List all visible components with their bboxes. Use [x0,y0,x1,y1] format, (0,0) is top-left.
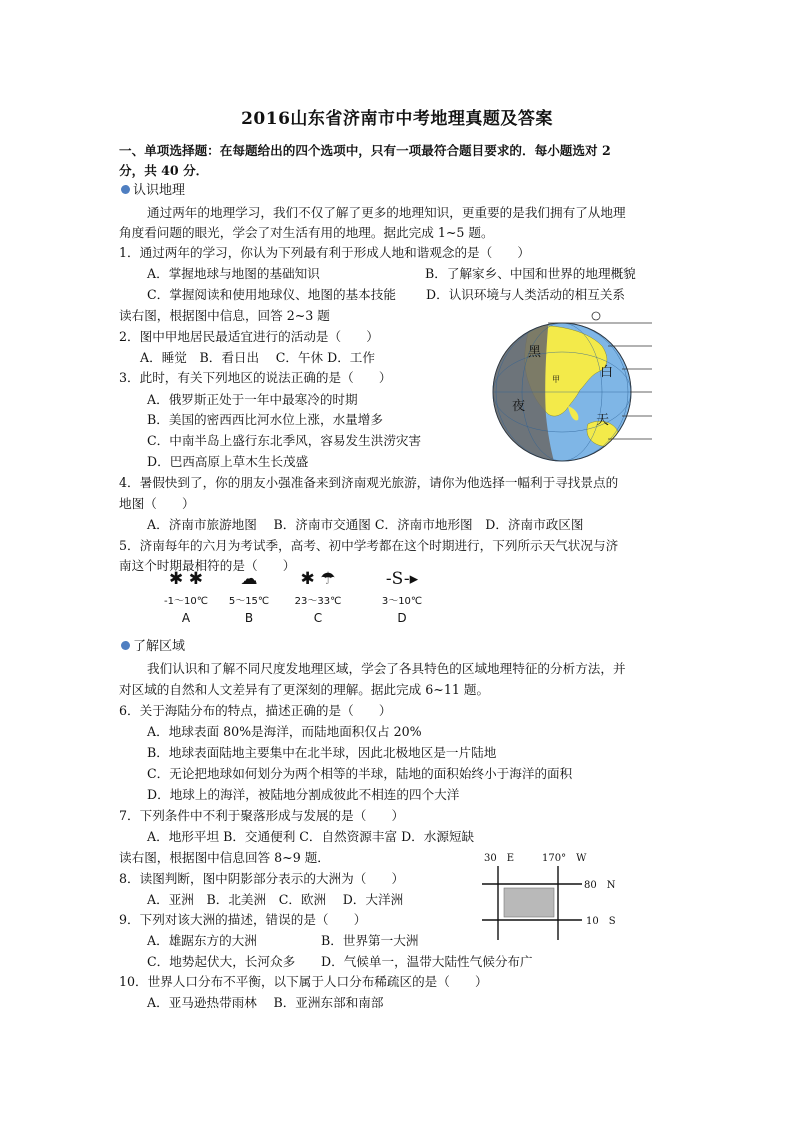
q8-options: A．亚洲 B．北美洲 C．欧洲 D．大洋洲 [147,892,404,907]
q9-option-a: A．雄踞东方的大洲 [147,933,257,948]
section-heading-text: 了解区域 [133,639,186,654]
section2-intro-2: 对区域的自然和人文差异有了更深刻的理解。据此完成 6~11 题。 [119,682,490,697]
weather-label: A [181,611,191,625]
section-heading-text: 认识地理 [133,183,186,198]
globe-label-jia: 甲 [552,375,560,384]
instructions-line-1: 一、单项选择题：在每题给出的四个选项中，只有一项最符合题目要求的．每小题选对 2 [119,143,611,158]
q3-option-b: B．美国的密西西比河水位上涨，水量增多 [147,412,383,427]
q2-options: A．睡觉 B．看日出 C．午休 D．工作 [140,350,375,365]
q7-stem: 7．下列条件中不利于聚落形成与发展的是（ ） [119,808,405,823]
grid-lat-top: 80 N [584,880,616,891]
weather-temp: 23～33℃ [294,596,342,607]
pole-rotation-icon [592,312,600,320]
q1-option-d: D．认识环境与人类活动的相互关系 [426,287,626,302]
weather-label: B [244,611,254,625]
q6-stem: 6．关于海陆分布的特点，描述正确的是（ ） [119,703,392,718]
section1-intro-2: 角度看问题的眼光，学会了对生活有用的地理。据此完成 1~5 题。 [119,225,494,240]
q1-option-c: C．掌握阅读和使用地球仪、地图的基本技能 [147,287,396,302]
q6-option-d: D．地球上的海洋，被陆地分割成彼此不相连的四个大洋 [147,787,460,802]
q9-option-b: B．世界第一大洲 [321,933,419,948]
snow-rain-icon: ✱ ☂ [300,569,336,589]
weather-temp: -1～10℃ [164,596,208,607]
globe-label-tian: 天 [596,413,610,428]
q6-option-b: B．地球表面陆地主要集中在北半球，因此北极地区是一片陆地 [147,745,497,760]
read-globe-prompt: 读右图，根据图中信息，回答 2~3 题 [119,308,330,323]
q5-stem-1: 5．济南每年的六月为考试季，高考、初中学考都在这个时期进行，下列所示天气状况与济 [119,538,619,553]
q3-option-a: A．俄罗斯正处于一年中最寒冷的时期 [147,392,358,407]
weather-option-a [151,570,221,626]
section1-intro-1: 通过两年的地理学习，我们不仅了解了更多的地理知识，更重要的是我们拥有了从地理 [147,205,626,220]
q9-stem: 9．下列对该大洲的描述，错误的是（ ） [119,912,367,927]
globe-label-hei: 黑 [528,345,542,360]
q1-option-b: B．了解家乡、中国和世界的地理概貌 [425,266,636,281]
globe-label-ye: 夜 [512,399,526,414]
q5-stem-2: 南这个时期最相符的是（ ） [119,558,296,573]
q9-option-c: C．地势起伏大，长河众多 [147,954,296,969]
q1-stem: 1．通过两年的学习，你认为下列最有利于形成人地和谐观念的是（ ） [119,245,531,260]
q3-stem: 3．此时，有关下列地区的说法正确的是（ ） [119,370,392,385]
instructions-line-2: 分，共 40 分． [119,163,209,178]
q8-stem: 8．读图判断，图中阴影部分表示的大洲为（ ） [119,871,405,886]
bullet-icon [121,185,130,194]
section2-intro-1: 我们认识和了解不同尺度发地理区域，学会了各具特色的区域地理特征的分析方法，并 [147,661,626,676]
weather-option-c [283,570,353,626]
sandstorm-icon: -S-▸ [385,569,419,589]
q3-option-c: C．中南半岛上盛行东北季风，容易发生洪涝灾害 [147,433,422,448]
q10-options: A．亚马逊热带雨林 B．亚洲东部和南部 [147,995,384,1010]
q7-options: A．地形平坦 B．交通便利 C．自然资源丰富 D．水源短缺 [147,829,475,844]
weather-temp: 5～15℃ [228,596,270,607]
page-title: 2016山东省济南市中考地理真题及答案 [241,109,553,129]
grid-lon-left: 30 E [484,853,515,864]
read-grid-prompt: 读右图，根据图中信息回答 8~9 题． [119,850,330,865]
q6-option-a: A．地球表面 80%是海洋，而陆地面积仅占 20% [147,724,422,739]
weather-label: C [313,611,323,625]
grid-lat-bottom: 10 S [586,916,616,927]
grid-lon-right: 170° W [542,853,587,864]
snow-icon: ✱ ✱ [169,569,203,589]
shaded-continent-area [504,888,554,917]
q6-option-c: C．无论把地球如何划分为两个相等的半球，陆地的面积始终小于海洋的面积 [147,766,573,781]
weather-option-b [214,570,284,626]
weather-option-d [367,570,437,626]
q10-stem: 10．世界人口分布不平衡，以下属于人口分布稀疏区的是（ ） [119,974,488,989]
globe-figure [490,306,652,468]
q1-option-a: A．掌握地球与地图的基础知识 [147,266,320,281]
globe-label-bai: 白 [600,365,614,380]
section-heading-2 [121,637,185,657]
q4-stem-2: 地图（ ） [119,496,195,511]
weather-label: D [397,611,407,625]
q3-option-d: D．巴西高原上草木生长茂盛 [147,454,309,469]
q2-stem: 2．图中甲地居民最适宜进行的活动是（ ） [119,329,379,344]
lat-lon-grid-figure [470,848,630,940]
bullet-icon [121,641,130,650]
q4-stem-1: 4．暑假快到了，你的朋友小强准备来到济南观光旅游，请你为他选择一幅利于寻找景点的 [119,475,619,490]
cloud-icon: ☁ [240,569,258,589]
q4-options: A．济南市旅游地图 B．济南市交通图 C．济南市地形图 D．济南市政区图 [147,517,584,532]
weather-temp: 3～10℃ [381,596,423,607]
section-heading-1 [121,181,185,201]
q9-option-d: D．气候单一，温带大陆性气候分布广 [321,954,533,969]
